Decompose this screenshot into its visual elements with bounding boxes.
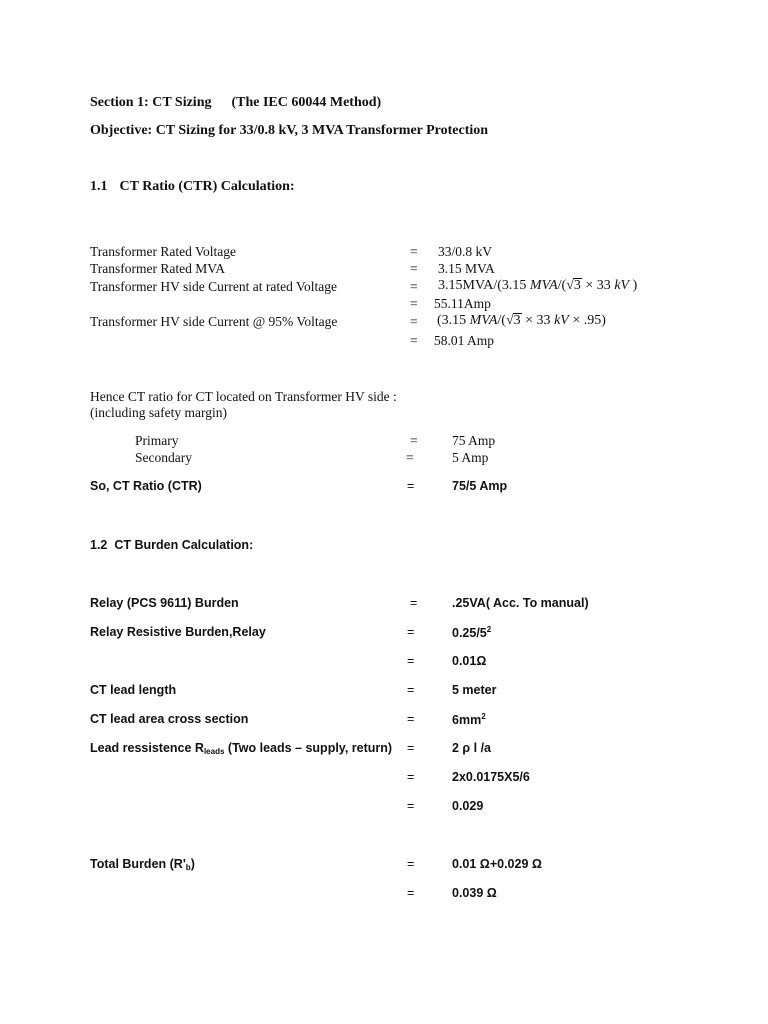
formula-times-95: × .95 (572, 313, 602, 328)
equals-sign: = (410, 296, 418, 311)
lead-area-exponent: 2 (481, 712, 486, 721)
relay-resistive-base: 0.25/5 (452, 626, 487, 640)
formula-prefix: 3.15MVA/(3.15 (438, 278, 527, 293)
section-title (90, 95, 381, 111)
subsection-number: 1.2 (90, 538, 108, 552)
total-burden-result: 0.039 Ω (452, 886, 497, 900)
formula-times-33: × 33 (585, 278, 611, 293)
equals-sign: = (407, 683, 415, 697)
primary-label: Primary (135, 433, 179, 448)
rated-mva-value: 3.15 MVA (438, 261, 495, 276)
ctr-label: So, CT Ratio (CTR) (90, 479, 202, 493)
hv-current-label: Transformer HV side Current at rated Voltage (90, 279, 337, 294)
hv95-result: 58.01 Amp (434, 333, 495, 348)
equals-sign: = (410, 333, 418, 348)
equals-sign: = (407, 770, 415, 784)
hv-current-formula (438, 278, 637, 294)
equals-sign: = (406, 450, 414, 465)
lead-area-value (452, 712, 486, 727)
total-burden-subscript: b (185, 863, 191, 872)
formula-kv: kV (614, 278, 630, 293)
total-burden-formula: 0.01 Ω+0.029 Ω (452, 857, 542, 871)
equals-sign: = (410, 596, 418, 610)
relay-burden-label: Relay (PCS 9611) Burden (90, 596, 239, 610)
subsection-number: 1.1 (90, 179, 108, 194)
lead-resistance-label-post: (Two leads – supply, return) (227, 741, 393, 755)
secondary-label: Secondary (135, 450, 192, 465)
subsection-title: CT Ratio (CTR) Calculation: (119, 179, 295, 194)
section-method: (The IEC 60044 Method) (231, 95, 382, 110)
equals-sign: = (407, 741, 415, 755)
equals-sign: = (407, 886, 415, 900)
equals-sign: = (407, 479, 415, 493)
formula-kv: kV (554, 313, 569, 328)
equals-sign: = (410, 433, 418, 448)
equals-sign: = (407, 625, 415, 639)
hv95-formula (437, 313, 606, 329)
equals-sign: = (410, 261, 418, 276)
formula-times-33: × 33 (525, 313, 551, 328)
lead-resistance-subscript: leads (203, 747, 225, 756)
relay-resistive-label: Relay Resistive Burden,Relay (90, 625, 266, 639)
lead-resistance-result: 0.029 (452, 799, 484, 813)
formula-three: 3 (513, 313, 521, 328)
formula-slash: / (497, 313, 502, 328)
total-burden-label-post: ) (190, 857, 195, 871)
formula-paren: ( (561, 278, 567, 293)
hv95-label: Transformer HV side Current @ 95% Voltage (90, 314, 338, 329)
subsection-1-1-heading (90, 179, 295, 195)
rated-mva-label: Transformer Rated MVA (90, 261, 225, 276)
equals-sign: = (410, 279, 418, 294)
lead-resistance-label (90, 741, 392, 756)
formula-slash: / (557, 278, 562, 293)
hv-current-result: 55.11Amp (434, 296, 491, 311)
formula-mva: MVA (529, 278, 558, 293)
sqrt-icon: √ (566, 278, 574, 293)
hence-line-1: Hence CT ratio for CT located on Transformer HV side : (90, 389, 397, 404)
lead-resistance-formula: 2 ρ l /a (452, 741, 492, 755)
formula-paren: ) (601, 313, 606, 328)
equals-sign: = (407, 857, 415, 871)
lead-length-label: CT lead length (90, 683, 177, 697)
equals-sign: = (407, 799, 415, 813)
relay-resistive-exponent: 2 (486, 625, 492, 634)
equals-sign: = (410, 314, 418, 329)
secondary-value: 5 Amp (452, 450, 489, 465)
formula-three: 3 (573, 278, 581, 293)
ctr-value: 75/5 Amp (452, 479, 508, 493)
rated-voltage-label: Transformer Rated Voltage (90, 244, 236, 259)
total-burden-label (90, 857, 195, 872)
lead-area-base: 6mm (452, 713, 482, 727)
formula-paren: ( (501, 313, 506, 328)
formula-prefix: (3.15 (437, 313, 467, 328)
equals-sign: = (407, 654, 415, 668)
objective: Objective: CT Sizing for 33/0.8 kV, 3 MVA Transformer Protection (90, 123, 489, 138)
hence-line-2: (including safety margin) (90, 405, 227, 420)
lead-area-label: CT lead area cross section (90, 712, 249, 726)
relay-resistive-result: 0.01Ω (452, 654, 487, 668)
total-burden-label-pre: Total Burden (R' (90, 857, 186, 871)
subsection-1-2-heading (90, 538, 253, 552)
sqrt-icon: √ (505, 313, 514, 328)
section-title-text: Section 1: CT Sizing (90, 95, 212, 110)
equals-sign: = (407, 712, 415, 726)
formula-paren: ) (632, 278, 638, 293)
equals-sign: = (410, 244, 418, 259)
primary-value: 75 Amp (452, 433, 496, 448)
formula-mva: MVA (469, 313, 498, 328)
lead-resistance-label-pre: Lead ressistence R (90, 741, 204, 755)
relay-resistive-value (452, 625, 491, 640)
lead-length-value: 5 meter (452, 683, 497, 697)
relay-burden-value: .25VA( Acc. To manual) (452, 596, 589, 610)
rated-voltage-value: 33/0.8 kV (438, 244, 492, 259)
subsection-title: CT Burden Calculation: (114, 538, 254, 552)
lead-resistance-calc: 2x0.0175X5/6 (452, 770, 530, 784)
